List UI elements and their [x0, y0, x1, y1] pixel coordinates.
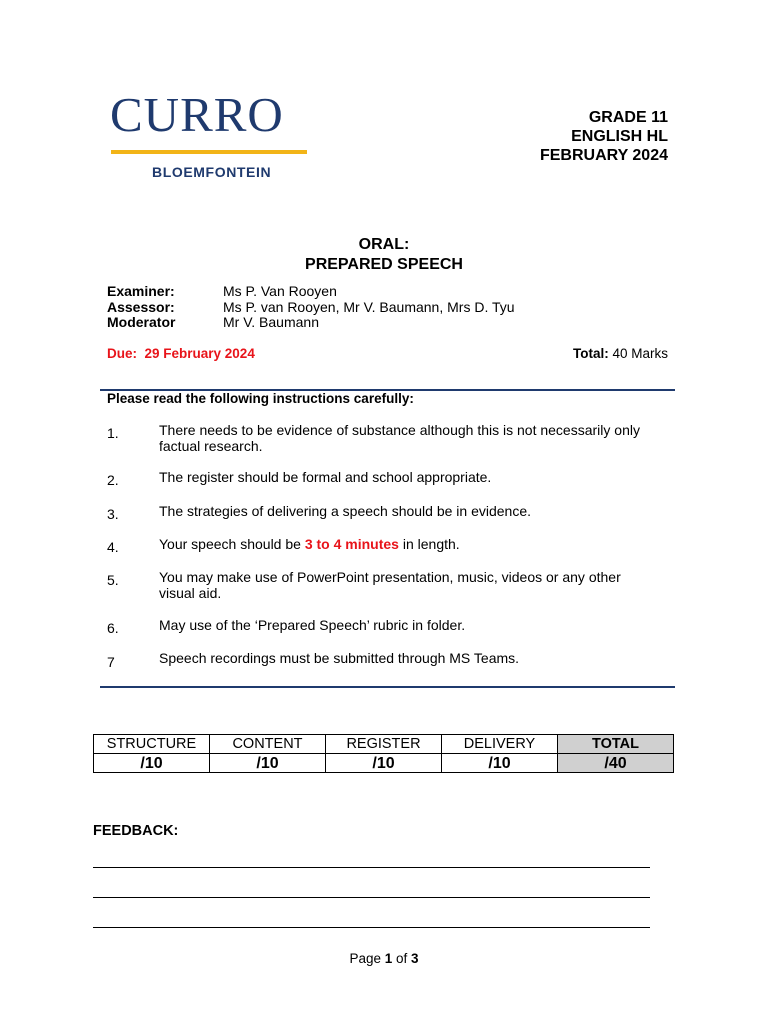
current-page-number: 1 [384, 951, 393, 966]
feedback-line[interactable] [93, 897, 650, 898]
marks-header-row [94, 735, 674, 754]
footer-prefix: Page [349, 951, 385, 966]
page-title [0, 235, 768, 275]
item-text-before: Your speech should be [159, 536, 305, 552]
marks-value-cell: /10 [442, 754, 558, 773]
staff-row-examiner [107, 284, 515, 300]
staff-value: Ms P. Van Rooyen [223, 283, 337, 299]
feedback-line[interactable] [93, 867, 650, 868]
marks-header-cell: REGISTER [326, 735, 442, 754]
item-number: 3. [107, 506, 119, 522]
marks-table [93, 734, 674, 773]
date-label: FEBRUARY 2024 [539, 147, 668, 164]
staff-value: Ms P. van Rooyen, Mr V. Baumann, Mrs D. Tyu [223, 298, 515, 315]
page-footer [0, 951, 768, 966]
marks-header-cell: STRUCTURE [94, 735, 210, 754]
instruction-item: The register should be formal and school appropriate. [159, 469, 492, 485]
staff-label: Moderator [107, 314, 176, 330]
staff-label: Examiner: [107, 283, 175, 299]
staff-row-assessor [107, 300, 515, 316]
marks-header-total: TOTAL [558, 735, 674, 754]
instruction-item [159, 537, 659, 553]
grade-label: GRADE 11 [588, 109, 668, 126]
marks-header-cell: DELIVERY [442, 735, 558, 754]
logo-campus-name: BLOEMFONTEIN [152, 164, 272, 180]
subject-label: ENGLISH HL [571, 128, 668, 145]
instruction-item: There needs to be evidence of substance although this is not necessarily only factual research. [159, 422, 640, 454]
footer-middle: of [392, 951, 412, 966]
staff-value: Mr V. Baumann [223, 314, 319, 330]
instruction-item: Speech recordings must be submitted through MS Teams. [159, 650, 520, 666]
logo-gold-bar [111, 150, 307, 154]
bottom-divider [100, 686, 675, 688]
staff-label: Assessor: [107, 298, 175, 315]
feedback-label: FEEDBACK: [93, 823, 179, 839]
due-date: Due: 29 February 2024 [107, 346, 255, 361]
staff-row-moderator [107, 315, 515, 331]
document-header-info [540, 108, 668, 165]
total-marks [573, 346, 668, 361]
total-value: 40 Marks [608, 346, 668, 361]
item-number: 6. [107, 620, 119, 636]
marks-value-row [94, 754, 674, 773]
marks-value-cell: /10 [94, 754, 210, 773]
instruction-item: May use of the ‘Prepared Speech’ rubric in folder. [159, 617, 466, 633]
item-number: 2. [107, 472, 119, 488]
instructions-heading: Please read the following instructions carefully: [107, 391, 414, 406]
item-number: 5. [107, 572, 119, 588]
instruction-item: You may make use of PowerPoint presentation, music, videos or any other visual aid. [159, 569, 621, 601]
marks-header-cell: CONTENT [210, 735, 326, 754]
marks-value-cell: /10 [210, 754, 326, 773]
instruction-item: The strategies of delivering a speech should be in evidence. [159, 503, 532, 519]
item-text-after: in length. [398, 536, 460, 552]
item-number: 1. [107, 425, 119, 441]
title-line-2: PREPARED SPEECH [305, 256, 463, 273]
staff-list [107, 284, 515, 331]
duration-highlight: 3 to 4 minutes [304, 536, 399, 552]
curro-logo-wordmark: CURRO [110, 87, 284, 142]
marks-value-cell: /10 [326, 754, 442, 773]
total-page-count: 3 [411, 951, 419, 966]
item-number: 7 [107, 654, 115, 670]
title-line-1: ORAL: [358, 236, 410, 253]
feedback-line[interactable] [93, 927, 650, 928]
marks-value-total: /40 [558, 754, 674, 773]
item-number: 4. [107, 539, 119, 555]
total-label: Total: [572, 346, 609, 361]
